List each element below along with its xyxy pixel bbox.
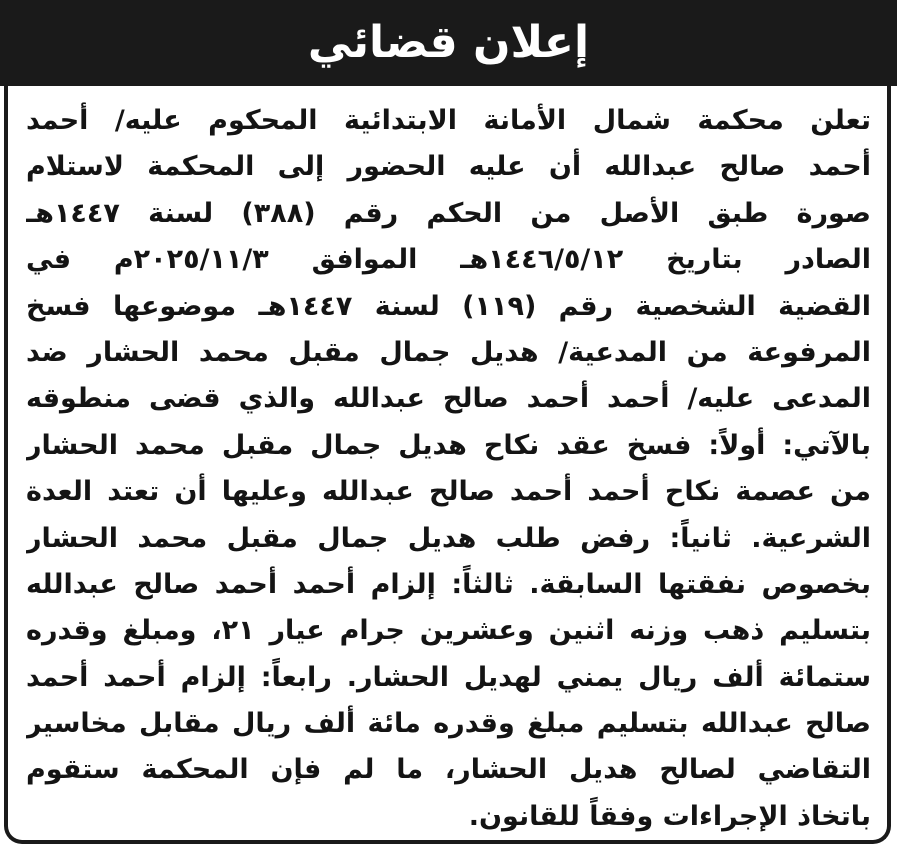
notice-line: أحمد صالح عبدالله أن عليه الحضور إلى المحكمة لاستلام xyxy=(26,151,871,183)
notice-line: ستمائة ألف ريال يمني لهديل الحشار. رابعاً: إلزام أحمد أحمد xyxy=(26,661,871,693)
notice-line: صالح عبدالله بتسليم مبلغ وقدره مائة ألف ريال مقابل مخاسير xyxy=(26,708,871,740)
notice-line: الشرعية. ثانياً: رفض طلب هديل جمال مقبل محمد الحشار xyxy=(26,522,871,554)
notice-header xyxy=(0,0,897,86)
notice-line: بالآتي: أولاً: فسخ عقد نكاح هديل جمال مقبل محمد الحشار xyxy=(26,429,871,461)
notice-line: بتسليم ذهب وزنه اثنين وعشرين جرام عيار ٢١، ومبلغ وقدره xyxy=(26,615,871,647)
notice-line: تعلن محكمة شمال الأمانة الابتدائية المحكوم عليه/ أحمد xyxy=(26,105,871,136)
notice-line: بخصوص نفقتها السابقة. ثالثاً: إلزام أحمد أحمد صالح عبدالله xyxy=(26,568,871,600)
notice-body xyxy=(26,98,871,840)
notice-line: المرفوعة من المدعية/ هديل جمال مقبل محمد الحشار ضد xyxy=(26,336,871,368)
notice-line: الصادر بتاريخ ١٤٤٦/٥/١٢هـ الموافق ٢٠٢٥/١١/٣م في xyxy=(26,244,871,276)
notice-title: إعلان قضائي xyxy=(307,17,590,68)
notice-line: باتخاذ الإجراءات وفقاً للقانون. xyxy=(468,800,871,832)
notice-line: القضية الشخصية رقم (١١٩) لسنة ١٤٤٧هـ موضوعها فسخ xyxy=(26,290,871,322)
notice-line: التقاضي لصالح هديل الحشار، ما لم فإن المحكمة ستقوم xyxy=(26,754,871,786)
notice-line: المدعى عليه/ أحمد أحمد صالح عبدالله والذي قضى منطوقه xyxy=(26,383,871,415)
notice-line: من عصمة نكاح أحمد أحمد صالح عبدالله وعليها أن تعتد العدة xyxy=(26,476,871,508)
notice-line: صورة طبق الأصل من الحكم رقم (٣٨٨) لسنة ١٤٤٧هـ xyxy=(26,197,871,229)
